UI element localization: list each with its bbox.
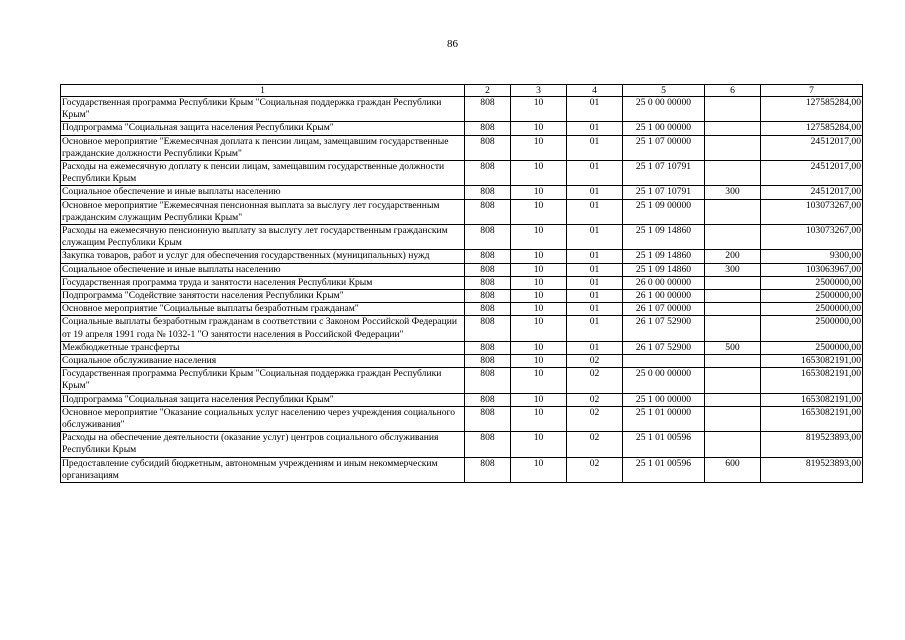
row-amount: 24512017,00 [761, 186, 863, 199]
header-col-1: 1 [61, 85, 465, 97]
row-target-article-code [623, 355, 705, 368]
row-subsection-code: 01 [567, 186, 623, 199]
row-subsection-code: 02 [567, 406, 623, 431]
row-expense-type-code: 500 [705, 341, 761, 354]
row-expense-type-code [705, 122, 761, 135]
row-subsection-code: 02 [567, 432, 623, 457]
row-subsection-code: 01 [567, 290, 623, 303]
table-row [61, 355, 863, 368]
row-amount: 24512017,00 [761, 161, 863, 186]
row-amount: 2500000,00 [761, 316, 863, 341]
table-row [61, 393, 863, 406]
row-section-code: 10 [511, 368, 567, 393]
budget-table [60, 84, 863, 483]
row-department-code: 808 [465, 432, 511, 457]
row-amount: 127585284,00 [761, 122, 863, 135]
row-department-code: 808 [465, 122, 511, 135]
table-row [61, 263, 863, 276]
table-row [61, 368, 863, 393]
row-name: Социальное обеспечение и иные выплаты населению [61, 186, 465, 199]
row-subsection-code: 02 [567, 368, 623, 393]
row-subsection-code: 01 [567, 341, 623, 354]
row-target-article-code: 26 1 07 52900 [623, 316, 705, 341]
row-section-code: 10 [511, 316, 567, 341]
row-expense-type-code [705, 316, 761, 341]
row-amount: 1653082191,00 [761, 355, 863, 368]
row-amount: 103073267,00 [761, 225, 863, 250]
row-target-article-code: 25 1 07 00000 [623, 135, 705, 160]
row-subsection-code: 01 [567, 135, 623, 160]
row-expense-type-code [705, 368, 761, 393]
row-department-code: 808 [465, 341, 511, 354]
header-row [61, 85, 863, 97]
row-name: Основное мероприятие "Оказание социальных услуг населению через учреждения социального обслуживания" [61, 406, 465, 431]
row-expense-type-code: 600 [705, 457, 761, 482]
row-expense-type-code: 300 [705, 263, 761, 276]
row-expense-type-code [705, 225, 761, 250]
row-target-article-code: 25 1 07 10791 [623, 161, 705, 186]
row-section-code: 10 [511, 432, 567, 457]
table-row [61, 316, 863, 341]
header-col-2: 2 [465, 85, 511, 97]
row-subsection-code: 01 [567, 225, 623, 250]
header-col-5: 5 [623, 85, 705, 97]
row-section-code: 10 [511, 303, 567, 316]
row-amount: 1653082191,00 [761, 393, 863, 406]
table-row [61, 276, 863, 289]
row-department-code: 808 [465, 355, 511, 368]
row-name: Социальные выплаты безработным гражданам в соответствии с Законом Российской Федерации от 19 апреля 1991 года № 1032-1 "О занятости населения в Российской Федерации" [61, 316, 465, 341]
row-amount: 1653082191,00 [761, 368, 863, 393]
row-expense-type-code [705, 276, 761, 289]
row-expense-type-code [705, 290, 761, 303]
table-row [61, 341, 863, 354]
row-department-code: 808 [465, 303, 511, 316]
row-department-code: 808 [465, 199, 511, 224]
table-row [61, 122, 863, 135]
row-amount: 2500000,00 [761, 303, 863, 316]
table-row [61, 135, 863, 160]
row-section-code: 10 [511, 341, 567, 354]
row-subsection-code: 01 [567, 316, 623, 341]
row-target-article-code: 25 1 00 00000 [623, 393, 705, 406]
row-expense-type-code [705, 355, 761, 368]
table-row [61, 457, 863, 482]
row-section-code: 10 [511, 225, 567, 250]
header-col-6: 6 [705, 85, 761, 97]
row-section-code: 10 [511, 290, 567, 303]
row-target-article-code: 25 1 07 10791 [623, 186, 705, 199]
row-amount: 24512017,00 [761, 135, 863, 160]
row-name: Государственная программа труда и занятости населения Республики Крым [61, 276, 465, 289]
row-expense-type-code [705, 97, 761, 122]
row-expense-type-code [705, 135, 761, 160]
row-name: Расходы на ежемесячную доплату к пенсии лицам, замещавшим государственные должности Республики Крым [61, 161, 465, 186]
row-section-code: 10 [511, 161, 567, 186]
row-name: Подпрограмма "Социальная защита населения Республики Крым" [61, 122, 465, 135]
row-subsection-code: 01 [567, 97, 623, 122]
row-amount: 2500000,00 [761, 341, 863, 354]
row-department-code: 808 [465, 186, 511, 199]
row-subsection-code: 02 [567, 355, 623, 368]
row-department-code: 808 [465, 368, 511, 393]
row-name: Основное мероприятие "Социальные выплаты безработным гражданам" [61, 303, 465, 316]
table-row [61, 225, 863, 250]
row-amount: 819523893,00 [761, 457, 863, 482]
row-target-article-code: 26 1 07 52900 [623, 341, 705, 354]
row-name: Основное мероприятие "Ежемесячная доплата к пенсии лицам, замещавшим государственные гражданские должности Республики Крым" [61, 135, 465, 160]
table-body [61, 97, 863, 483]
row-name: Расходы на обеспечение деятельности (оказание услуг) центров социального обслуживания Республики Крым [61, 432, 465, 457]
row-subsection-code: 02 [567, 457, 623, 482]
row-target-article-code: 25 1 01 00000 [623, 406, 705, 431]
row-expense-type-code: 200 [705, 250, 761, 263]
row-subsection-code: 01 [567, 303, 623, 316]
row-name: Межбюджетные трансферты [61, 341, 465, 354]
row-target-article-code: 25 1 09 14860 [623, 225, 705, 250]
table-row [61, 250, 863, 263]
row-expense-type-code: 300 [705, 186, 761, 199]
row-amount: 103063967,00 [761, 263, 863, 276]
row-target-article-code: 25 1 09 14860 [623, 250, 705, 263]
row-name: Предоставление субсидий бюджетным, автономным учреждениям и иным некоммерческим организациям [61, 457, 465, 482]
row-subsection-code: 01 [567, 161, 623, 186]
row-target-article-code: 25 1 00 00000 [623, 122, 705, 135]
row-department-code: 808 [465, 263, 511, 276]
row-target-article-code: 25 0 00 00000 [623, 368, 705, 393]
table-row [61, 199, 863, 224]
row-section-code: 10 [511, 186, 567, 199]
row-name: Подпрограмма "Социальная защита населения Республики Крым" [61, 393, 465, 406]
row-expense-type-code [705, 406, 761, 431]
row-expense-type-code [705, 432, 761, 457]
row-amount: 127585284,00 [761, 97, 863, 122]
row-section-code: 10 [511, 406, 567, 431]
page-number: 86 [447, 38, 458, 50]
row-section-code: 10 [511, 250, 567, 263]
row-subsection-code: 01 [567, 276, 623, 289]
row-target-article-code: 26 1 07 00000 [623, 303, 705, 316]
row-section-code: 10 [511, 276, 567, 289]
row-amount: 103073267,00 [761, 199, 863, 224]
row-department-code: 808 [465, 97, 511, 122]
row-amount: 1653082191,00 [761, 406, 863, 431]
row-amount: 2500000,00 [761, 290, 863, 303]
row-expense-type-code [705, 303, 761, 316]
row-amount: 9300,00 [761, 250, 863, 263]
row-subsection-code: 02 [567, 393, 623, 406]
row-target-article-code: 25 1 09 00000 [623, 199, 705, 224]
row-target-article-code: 26 0 00 00000 [623, 276, 705, 289]
row-name: Социальное обеспечение и иные выплаты населению [61, 263, 465, 276]
table-row [61, 432, 863, 457]
header-col-3: 3 [511, 85, 567, 97]
row-department-code: 808 [465, 250, 511, 263]
table-row [61, 161, 863, 186]
row-subsection-code: 01 [567, 122, 623, 135]
row-department-code: 808 [465, 161, 511, 186]
table-row [61, 186, 863, 199]
row-department-code: 808 [465, 276, 511, 289]
row-department-code: 808 [465, 225, 511, 250]
row-expense-type-code [705, 393, 761, 406]
row-section-code: 10 [511, 122, 567, 135]
table-row [61, 290, 863, 303]
row-department-code: 808 [465, 406, 511, 431]
header-col-4: 4 [567, 85, 623, 97]
row-expense-type-code [705, 161, 761, 186]
row-department-code: 808 [465, 316, 511, 341]
row-name: Государственная программа Республики Крым "Социальная поддержка граждан Республики Крым" [61, 368, 465, 393]
row-name: Социальное обслуживание населения [61, 355, 465, 368]
row-target-article-code: 25 1 01 00596 [623, 457, 705, 482]
row-amount: 2500000,00 [761, 276, 863, 289]
table-row [61, 406, 863, 431]
row-section-code: 10 [511, 355, 567, 368]
row-target-article-code: 25 1 09 14860 [623, 263, 705, 276]
row-target-article-code: 25 0 00 00000 [623, 97, 705, 122]
table-row [61, 303, 863, 316]
row-department-code: 808 [465, 393, 511, 406]
row-subsection-code: 01 [567, 199, 623, 224]
row-section-code: 10 [511, 457, 567, 482]
row-section-code: 10 [511, 263, 567, 276]
row-department-code: 808 [465, 457, 511, 482]
row-section-code: 10 [511, 199, 567, 224]
row-section-code: 10 [511, 393, 567, 406]
row-target-article-code: 26 1 00 00000 [623, 290, 705, 303]
table-row [61, 97, 863, 122]
header-col-7: 7 [761, 85, 863, 97]
row-name: Основное мероприятие "Ежемесячная пенсионная выплата за выслугу лет государственным гражданским служащим Республики Крым" [61, 199, 465, 224]
row-name: Закупка товаров, работ и услуг для обеспечения государственных (муниципальных) нужд [61, 250, 465, 263]
row-section-code: 10 [511, 97, 567, 122]
row-subsection-code: 01 [567, 250, 623, 263]
row-expense-type-code [705, 199, 761, 224]
row-name: Подпрограмма "Содействие занятости населения Республики Крым" [61, 290, 465, 303]
row-department-code: 808 [465, 290, 511, 303]
row-subsection-code: 01 [567, 263, 623, 276]
row-name: Государственная программа Республики Крым "Социальная поддержка граждан Республики Крым" [61, 97, 465, 122]
row-amount: 819523893,00 [761, 432, 863, 457]
row-section-code: 10 [511, 135, 567, 160]
row-target-article-code: 25 1 01 00596 [623, 432, 705, 457]
row-department-code: 808 [465, 135, 511, 160]
row-name: Расходы на ежемесячную пенсионную выплату за выслугу лет государственным гражданским служащим Республики Крым [61, 225, 465, 250]
